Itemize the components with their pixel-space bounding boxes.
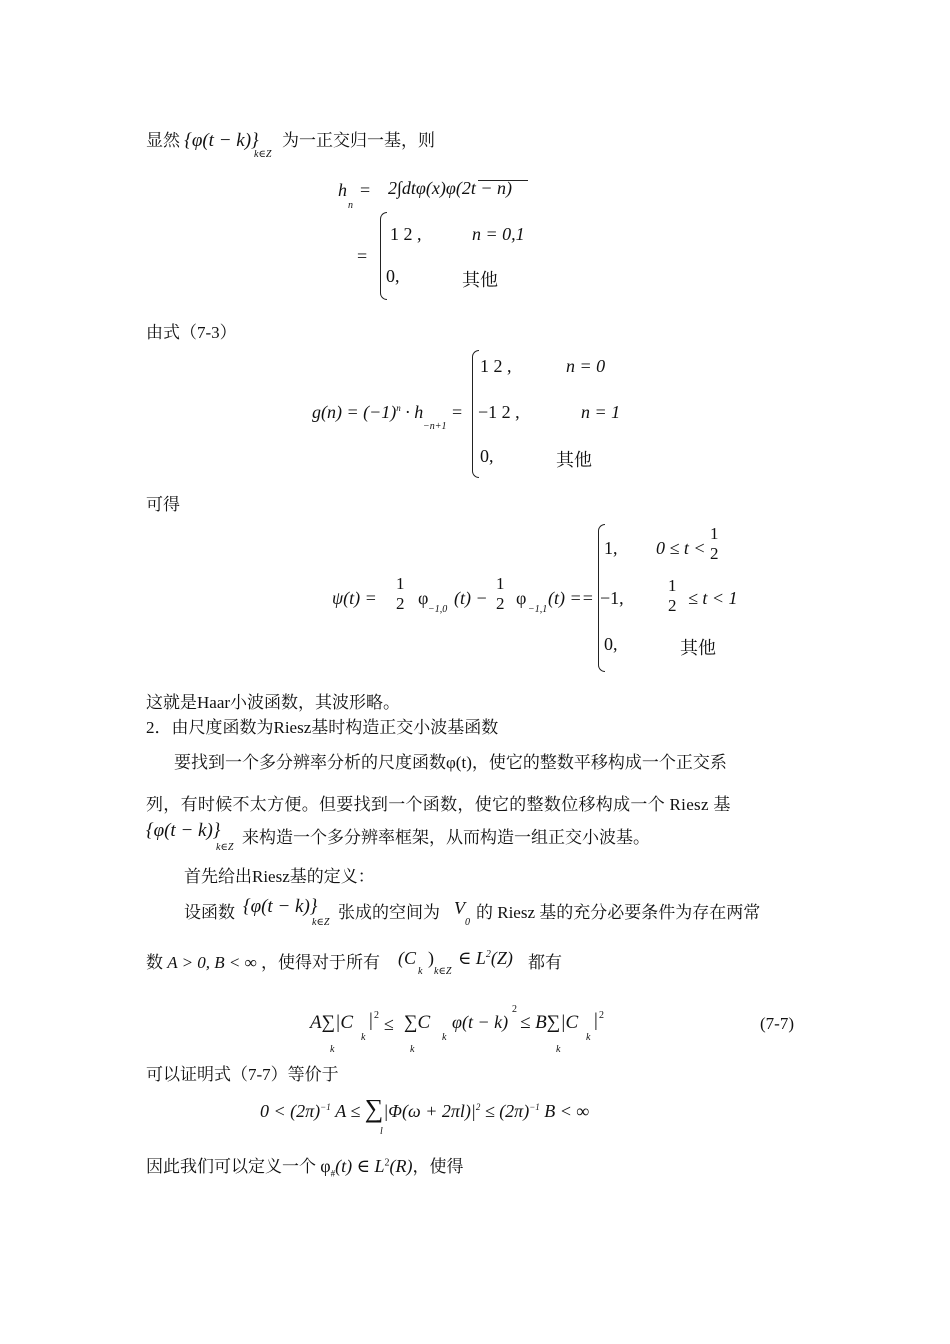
psi-case2-cond: ≤ t < 1 (688, 588, 738, 608)
psi-phi1: φ (418, 588, 429, 608)
eq77-label: (7-7) (760, 1014, 794, 1033)
eq77-sum-sub-3: k (556, 1044, 561, 1055)
h-case2-val: 0, (386, 266, 400, 286)
psi-case2-val: −1, (600, 588, 624, 608)
conjugate-bar (478, 180, 528, 181)
def-line2 (146, 948, 380, 973)
psi-phi1-arg: (t) − (454, 588, 488, 608)
h-case1-val: 1 2 , (390, 224, 422, 244)
def-line1-sub: k∈Z (312, 917, 330, 928)
psi-case2-frac (668, 576, 677, 616)
equiv-exp2: −1 (529, 1102, 540, 1112)
psi-phi1-sub: −1,0 (428, 604, 448, 615)
h-lhs: h (338, 180, 347, 200)
equiv-math-b: A ≤ (335, 1101, 361, 1121)
psi-case2-frac-den: 2 (668, 596, 677, 615)
g-case1-val: 1 2 , (480, 356, 512, 376)
final-phi-sub: # (330, 1168, 336, 1179)
psi-case2-frac-box (668, 576, 677, 616)
g-lhs-text: g(n) = (−1) (312, 402, 397, 422)
para1-line2: 列，有时候不太方便。但要找到一个函数，使它的整数位移构成一个 Riesz 基 (146, 795, 731, 814)
eq77-sq1: 2 (374, 1010, 379, 1021)
equiv-math-a: 0 < (2π) (260, 1101, 321, 1121)
def-line1-a: 设函数 (184, 903, 235, 922)
h-case-eq: = (357, 246, 368, 266)
equiv-math (260, 1094, 589, 1124)
def-line1-V-sub: 0 (465, 917, 470, 928)
g-eq: = (452, 402, 463, 422)
text-final (146, 1152, 463, 1178)
equiv-sq: 2 (475, 1102, 481, 1112)
eq77-sum-sub-2: k (410, 1044, 415, 1055)
psi-case3-cond: 其他 (680, 638, 716, 658)
eq77-mid-end: φ(t − k) (452, 1012, 509, 1032)
eq77-sq2: 2 (512, 1004, 517, 1015)
g-case1-cond: n = 0 (566, 356, 606, 376)
def-line2-C: (C (398, 948, 416, 968)
eq77-mid: ∑C (404, 1012, 431, 1033)
def-line2-b: ，使得对于所有 (261, 953, 381, 972)
para1-line1: 要找到一个多分辨率分析的尺度函数φ(t)，使它的整数平移构成一个正交系 (174, 753, 727, 772)
def-line1-c: 的 Riesz 基的充分必要条件为存在两常 (476, 903, 761, 922)
eq77-left (310, 1012, 353, 1034)
equiv-exp1: −1 (320, 1102, 331, 1112)
eq77-left-end: | (369, 1010, 373, 1031)
section-title: 2．由尺度函数为Riesz基时构造正交小波基函数 (146, 718, 499, 737)
g-lhs (312, 402, 423, 423)
psi-phi2-arg: (t) == (548, 588, 594, 608)
psi-case2-frac-num: 1 (668, 576, 677, 595)
def-line2-a: 数 (146, 953, 163, 972)
eq77-sq3: 2 (599, 1010, 604, 1021)
def-line2-c: 都有 (528, 953, 562, 972)
psi-case1-frac (710, 524, 719, 564)
g-lhs-mid: · h (405, 402, 424, 422)
def-line2-sup: 2 (485, 949, 491, 960)
def-line2-C-close: ) (428, 948, 434, 968)
para1-line3-rest: 来构造一个多分辨率框架，从而构造一组正交小波基。 (242, 828, 650, 847)
psi-case3-val: 0, (604, 634, 618, 654)
text-suffix: 为一正交归一基，则 (282, 131, 435, 150)
equiv-math-e: B < ∞ (544, 1101, 590, 1121)
set-phi-t-k: {φ(t − k)} (184, 130, 259, 151)
text-line-orthonormal-basis (146, 126, 259, 152)
def-line1-b: 张成的空间为 (338, 903, 440, 922)
set-subscript: k∈Z (254, 149, 272, 160)
eq77-right-sub: k (586, 1032, 591, 1043)
final-b: ，使得 (412, 1157, 464, 1176)
equiv-math-c: |Φ(ω + 2πl)| (383, 1101, 476, 1121)
def-line2-in-text: ∈ L (458, 948, 486, 968)
g-lhs-exp: n (396, 403, 401, 413)
equiv-sum: ∑ (364, 1094, 384, 1123)
h-case1-cond: n = 0,1 (472, 224, 525, 244)
h-rhs-integral: 2∫dtφ(x)φ(2t − n) (388, 178, 512, 198)
final-phi: φ (320, 1156, 331, 1176)
h-eq: = (360, 180, 371, 200)
eq77-mid-sub: k (442, 1032, 447, 1043)
psi-case1-frac-den: 2 (710, 544, 719, 563)
g-case3-val: 0, (480, 446, 494, 466)
para1-line3-set: {φ(t − k)} (146, 820, 221, 841)
g-case2-cond: n = 1 (581, 402, 621, 422)
text-prefix: 显然 (146, 131, 180, 150)
text-derive: 可得 (146, 495, 180, 514)
eq77-left-text: A∑|C (310, 1012, 354, 1033)
psi-lhs: ψ(t) = (332, 588, 377, 608)
text-haar: 这就是Haar小波函数，其波形略。 (146, 693, 401, 712)
psi-frac1-num: 1 (396, 574, 405, 593)
def-line2-math: A > 0, B < ∞ (167, 953, 257, 972)
final-R: (R) (389, 1156, 413, 1176)
final-a: 因此我们可以定义一个 (146, 1157, 316, 1176)
final-sup: 2 (384, 1157, 390, 1169)
psi-frac2-box (496, 574, 505, 614)
g-case2-val: −1 2 , (478, 402, 520, 422)
psi-case1-cond: 0 ≤ t < (656, 538, 706, 558)
final-math: (t) ∈ L (335, 1156, 385, 1176)
text-equiv: 可以证明式（7-7）等价于 (146, 1065, 339, 1084)
def-line1-V: V (454, 898, 465, 918)
def-intro: 首先给出Riesz基的定义： (184, 867, 375, 886)
eq77-sum-sub-1: k (330, 1044, 335, 1055)
h-case2-cond: 其他 (462, 270, 498, 290)
psi-frac1-box (396, 574, 405, 614)
eq77-right-end: | (594, 1010, 598, 1031)
text-ref-eq-7-3: 由式（7-3） (146, 323, 237, 342)
para1-line3-sub: k∈Z (216, 842, 234, 853)
g-case3-cond: 其他 (556, 450, 592, 470)
equiv-math-d: ≤ (2π) (484, 1101, 530, 1121)
psi-frac1-den: 2 (396, 594, 405, 613)
psi-frac2 (496, 574, 505, 614)
h-lhs-sub: n (348, 200, 353, 211)
psi-case1-val: 1, (604, 538, 618, 558)
g-lhs-sub: −n+1 (423, 421, 447, 432)
eq77-le1: ≤ (384, 1014, 394, 1034)
def-line2-C-sub: k (418, 966, 423, 977)
equiv-sum-sub: l (380, 1126, 383, 1137)
psi-frac1 (396, 574, 405, 614)
psi-case1-frac-box (710, 524, 719, 564)
def-line2-Z: (Z) (490, 948, 513, 968)
psi-phi2: φ (516, 588, 527, 608)
eq77-left-sub: k (361, 1032, 366, 1043)
psi-frac2-num: 1 (496, 574, 505, 593)
psi-phi2-sub: −1,1 (528, 604, 548, 615)
psi-case1-frac-num: 1 (710, 524, 719, 543)
def-line2-in (458, 948, 513, 969)
eq77-le2: ≤ B∑|C (520, 1012, 579, 1033)
def-line1-set: {φ(t − k)} (243, 896, 318, 917)
def-line2-C-sub2: k∈Z (434, 966, 452, 977)
psi-frac2-den: 2 (496, 594, 505, 613)
